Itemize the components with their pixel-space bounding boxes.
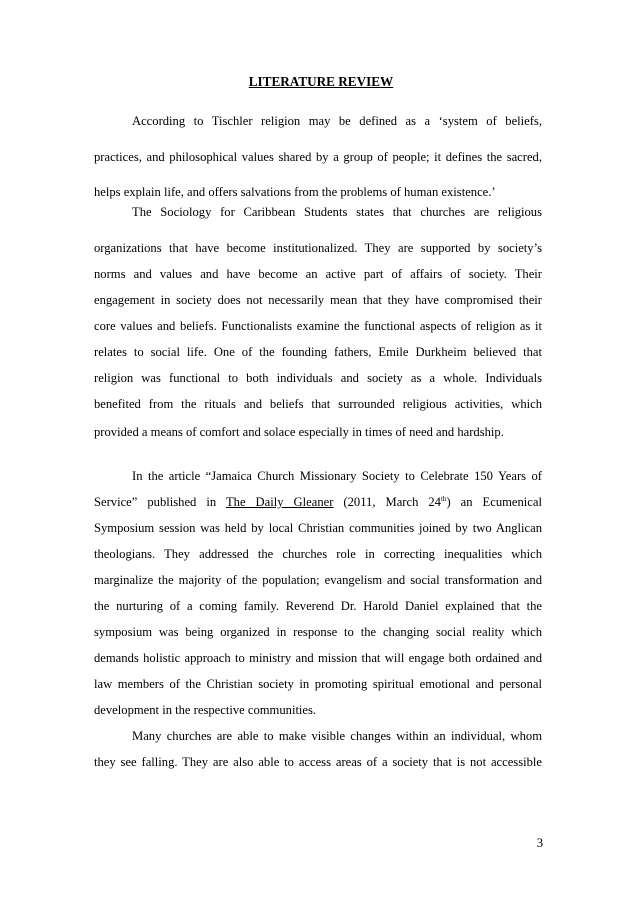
- text-line: Symposium session was held by local Christian communities joined by two Anglican: [94, 521, 542, 535]
- page-title: [0, 73, 638, 91]
- text-line: they see falling. They are also able to access areas of a society that is not accessible: [94, 755, 542, 769]
- page-number: 3: [536, 836, 543, 850]
- text-line: the nurturing of a coming family. Reverend Dr. Harold Daniel explained that the: [94, 599, 542, 613]
- text-line: marginalize the majority of the population; evangelism and social transformation and: [94, 573, 542, 587]
- text-line: In the article “Jamaica Church Missionary Society to Celebrate 150 Years of: [132, 469, 542, 483]
- citation-prefix: Service” published in: [94, 495, 226, 509]
- citation-suffix: ) an Ecumenical: [446, 495, 542, 509]
- text-line: norms and values and have become an active part of affairs of society. Their: [94, 267, 542, 281]
- date-ordinal-suffix: th: [440, 495, 447, 503]
- newspaper-title: The Daily Gleaner: [225, 495, 334, 509]
- text-line: law members of the Christian society in promoting spiritual emotional and personal: [94, 677, 542, 691]
- page-title-text: LITERATURE REVIEW: [248, 74, 394, 89]
- text-line: development in the respective communities.: [94, 703, 317, 717]
- text-line: symposium was being organized in response to the changing social reality which: [94, 625, 542, 639]
- text-line: helps explain life, and offers salvations from the problems of human existence.’: [94, 185, 496, 199]
- text-line: Many churches are able to make visible changes within an individual, whom: [132, 729, 542, 743]
- text-line: core values and beliefs. Functionalists examine the functional aspects of religion as it: [94, 319, 542, 333]
- text-line: theologians. They addressed the churches role in correcting inequalities which: [94, 547, 542, 561]
- text-line: provided a means of comfort and solace especially in times of need and hardship.: [94, 425, 504, 439]
- text-line: The Sociology for Caribbean Students states that churches are religious: [132, 205, 542, 219]
- citation-date: (2011, March 24: [333, 495, 441, 509]
- text-line: relates to social life. One of the founding fathers, Emile Durkheim believed that: [94, 345, 542, 359]
- text-line: practices, and philosophical values shared by a group of people; it defines the sacred,: [94, 150, 542, 164]
- text-line-with-citation: [94, 493, 542, 511]
- text-line: According to Tischler religion may be defined as a ‘system of beliefs,: [132, 114, 542, 128]
- text-line: demands holistic approach to ministry and mission that will engage both ordained and: [94, 651, 542, 665]
- text-line: engagement in society does not necessarily mean that they have compromised their: [94, 293, 542, 307]
- text-line: religion was functional to both individuals and society as a whole. Individuals: [94, 371, 542, 385]
- text-line: benefited from the rituals and beliefs that surrounded religious activities, which: [94, 397, 542, 411]
- text-line: organizations that have become institutionalized. They are supported by society’s: [94, 241, 542, 255]
